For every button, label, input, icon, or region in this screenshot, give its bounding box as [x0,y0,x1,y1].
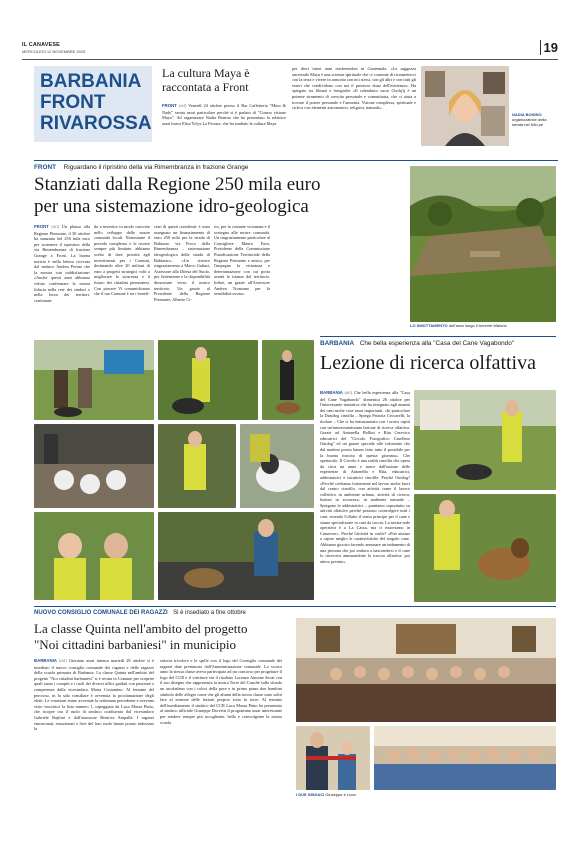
banner-line-1: BARBANIA [40,71,142,92]
class-group-photo [374,726,556,790]
front-title-line-1: Stanziati dalla Regione 250 mila euro [34,174,321,195]
front-byline: (ch1) [51,225,60,229]
barbania-text: Che bella esperienza alla "Casa del Cane Vagabondo" domenica 26 ottobre per l'interessante iniziativa che ha insegnato agli amanti dei cani molte cose assai importanti. «In particolare la Dustdog cinofila – Spiega Patrizia Ceccarelli, la titolare – Che ci ha entusiasmato con i nostri ospiti con un'interessantissima lezione di ricerca olfattiva. Grazie ad Antonella Bollini e Rita Cerevico educatrici del "Circolo Fotografico Casellese Outdog" ed un grazie speciale alle volontarie che dal mattino presto hanno fatto tutto il possibile per la buona riuscita di questa giornata». Che spettacolo. Il Circolo è una realtà cinofila che opera da circa un anno e nasce dall'unione delle esperienze di Antonella e Rita, educatrici, addestratrici e istruttrici cinofile. Perché Outdog? «Perché crediamo fortemente nel lavoro anche fuori dal centro cinofilo, con attività come il lavoro collettivo in ambiente urbano, attività di ricerca, lezioni in sicurezza, in ambiente naturale – Spiegano le addestratrici – puntiamo soprattutto su attività olfattive perché possono coinvolgere tutti i cani, essendo l'olfatto il senso principe per il cane e siamo specializzate in cani da caccia. La nostra sede operativa è a La Cassa, ma ci muoviamo in Canavese». Perché l'attività in casile? «Può aiutare a capire meglio le caratteristiche del singolo cane. Abbiamo giocato facendo annusare un indumento di una persona che poi andava a nascondersi e il cane lo ritrovava annusandone la traccia olfattiva: poi atteso premio». [320,390,410,564]
ccr-body-col-1 [34,658,154,790]
two-mayors-photo [296,726,370,790]
landslide-photo [410,166,556,322]
ccr-text-1: Giornata assai intensa martedì 28 ottobre si è insediato il nuovo consiglio comunale dei ragazzi e delle ragazze della scuola primaria di Barbania. La classe Quinta nell'ambito del progetto "Noi cittadini barbaniesi" si è recata in Comune per scoprire quali siano i compiti e i ruoli dei diversi uffici guidati con passione e competenza dalla vicesindaco Maria Costantino. Al termine del percorso, in la sala consiliare è avvenuta la proclamazione degli eletti. Le votazioni erano avvenute la settimana precedente e avevano visto vincitrice la lista numero 1, capeggiata da Luca Massa Pinto, che ricopre ora il ruolo di sindaco coadiuvato dal vicesindaco Gabriele Bajifari e dall'assessore Beatrice Ampalla. I ragazzi emozionati, emozionati e fieri del loro ruolo hanno potuto indossare la [34,658,154,732]
banner-line-2: FRONT [40,92,106,113]
maya-caption-text: organizzatrice della serata nel Nilo pe [512,117,547,127]
dog-training-photo-2 [414,494,556,602]
front-lead: FRONT [34,224,49,229]
front-body-col-2 [94,224,150,336]
front-title [34,174,424,218]
front-body-col-3 [154,224,210,336]
section-banner [34,66,152,142]
front-body-col-4 [214,224,270,336]
maya-byline: (ch1) [178,104,187,108]
barbania-subtitle: Che bella esperienza alla "Casa del Cane Vagabondo" [359,340,515,347]
maya-text-1: Venerdì 24 ottobre presso il Bar Caffetteria "Mino & Nady" serata assai particolare perché si è parlato di "Cosmo visione Maya". Ad organizzare Nadia Bonino che ha presentato la relatrice assai brava Elisa Yolys La Ferrara, che ha studiato la cultura Maya [162,103,286,126]
barbania-byline: (ch1) [344,391,353,395]
front-kicker: FRONT [34,164,57,171]
dog-event-photo-5 [158,424,236,508]
ccr-title [34,621,334,653]
front-text-2: do a investire in modo concreto nello sviluppo delle nostre comunità locali. Nonostante il periodo complesso e le risorse sempre più limitate, abbiamo scelto di dare priorità agli investimenti per i Comuni, destinando oltre 20 milioni di euro a progetti strategici volti a migliorare la sicurezza e il futuro dei cittadini piemontesi. Con piacere Vi comunichiamo che il tuo Comune è tra i benefi- [94,224,150,297]
issue-date: MERCOLEDÌ 12 NOVEMBRE 2025 [22,49,86,54]
maya-title-line-1: La cultura Maya è [162,66,250,80]
front-text-4: rio, per la costante vicinanza e il sostegno alle nostre comunità. Un ringraziamento particolare al Consigliere Mauro Fava, Presidente della Commissione Pianificazione Territoriale della Regione Piemonte e amico, per l'impegno la vicinanza e determinazione con cui porta avanti le istanze del territorio. Infine, un grazie all'Assessore Andrea Tronzano per la sensibilità avuta». [214,224,270,297]
barbania-kicker: BARBANIA [320,340,355,347]
front-title-line-2: per una sistemazione idro-geologica [34,196,309,217]
maya-title [162,66,292,94]
council-chamber-photo [296,618,556,722]
maya-title-line-2: raccontata a Front [162,80,249,94]
two-mayors-caption-title: I DUE SINDACI [296,792,325,797]
page-number: 19 [543,40,558,55]
maya-photo-caption [512,112,554,127]
barbania-kicker-line [320,340,556,347]
landslide-caption [410,323,556,328]
maya-lead: FRONT [162,103,177,108]
page-number-divider [540,40,541,55]
dog-event-photo-6 [240,424,314,508]
two-mayors-caption [296,792,456,797]
banner-line-3: RIVAROSSA [40,113,152,134]
ccr-title-line-1: La classe Quinta nell'ambito del progetto [34,621,248,636]
ccr-body-col-2 [160,658,282,790]
ccr-lead: BARBANIA [34,658,57,663]
dog-event-photo-2 [158,340,258,420]
dog-event-photo-3 [262,340,314,420]
front-text-1: Un plauso alla Regione Piemonte, il 30 ottobre ha stanziato bel 250 mila euro per sostenere il ripristino della via Rimembranza di frazione Grange a Front. La buona notizia è nella lettera ricevuta dal sindaco Andrea Perino che la mostra con soddisfazione: «Anche questi anni abbiamo voluto confermare la nostra fiducia nella rete dei sindaci e nella forza dei territori, continuan- [34,224,90,303]
ccr-kicker-line [34,610,334,616]
dog-event-photo-1 [34,340,154,420]
two-mayors-caption-text: Giuseppe e Luca [325,792,356,797]
barbania-rule [320,336,556,337]
front-section-rule [34,160,558,161]
barbania-title: Lezione di ricerca olfattiva [320,352,536,374]
landslide-caption-text: dell'area lungo il torrente Malone [448,323,507,328]
ccr-subtitle: Si è insediato a fine ottobre [173,610,246,616]
front-text-3: ciari di questi contributi: è stato assegnato un finanziamento di euro 250 mila per la strada di Babiasso via Porco della Rimembranza – sistemazione idrogeologica della strada di Babiasso». «Un sincero ringraziamento a Marco Gabusi, Assessore alla Difesa del Suolo, per l'attenzione e la disponibilità dimostrate verso il nostro territorio. Un grazie al Presidente della Regione Piemonte, Alberto Ci- [154,224,210,302]
barbania-body [320,390,410,602]
ccr-rule [34,606,556,607]
front-subtitle: Riguardano il ripristino della via Rimembranza in frazione Grange [63,164,249,171]
header-rule [22,59,558,60]
ccr-kicker: NUOVO CONSIGLIO COMUNALE DEI RAGAZZI [34,610,168,616]
maya-text-2: per dieci interi anni trasferendosi in Guatemala. «La saggezza ancestrale Maya è una scienza spirituale che ci consente di riconnetterci con la terra e vivere in armonia con noi stessi, con gli altri e con tutti gli esseri che condividono con noi il prezioso dono dell'esistenza». Ha spiegato tra filmati e fotografie «Il calendario sacro Cholq'ij è un potente strumento di crescita personale e comunitaria, che ci aiuta a trovare il potere personale e l'armonia. Visione complessa, spirituale e ciclica con elementi astronomici, religiosi, naturali». [292,66,416,111]
maya-speaker-photo [421,66,509,146]
maya-caption-name: NADIA BONINO [512,112,542,117]
landslide-caption-title: LO SMOTTAMENTO [410,323,448,328]
newspaper-name: IL CANAVESE [22,42,60,48]
ccr-text-2: striscia tricolore e le spille con il logo del Consiglio comunale dei ragazzi date premurose dall'Amministrazione comunale. Lo scorso anno la stessa classe aveva partecipato ad un concorso per progettare il logo del CCR e il vincitore era il risultato Lorenzo Aimone Secat con il suo disegno che rappresenta la nostra Torre del Cuaché sulle sfondo un arcobaleno con i colori della pace e in primo piano due bambini simbolo delle allegre come che gli alunni della stessa classe sono soliti fare al termine delle lezioni proprio sotto la torre. Al termine dell'insediamento il sindaco del CCR Luca Massa Pinto ha presentato al sindaco ufficiale Giuseppe Drovetti il programma assai interessante per rendere sempre più accogliente, bella e coinvolgente la nostra scuola [160,658,282,725]
barbania-lead: BARBANIA [320,390,343,395]
front-body-col-1 [34,224,90,336]
dog-training-photo-1 [414,390,556,490]
dog-event-photo-7 [34,512,154,600]
maya-body-col-1 [162,103,286,148]
dog-event-photo-8 [158,512,314,600]
ccr-byline: (ch1) [59,659,67,663]
ccr-title-line-2: "Noi cittadini barbaniesi" in municipio [34,637,236,652]
maya-body-col-2 [292,66,416,148]
dog-event-photo-4 [34,424,154,508]
